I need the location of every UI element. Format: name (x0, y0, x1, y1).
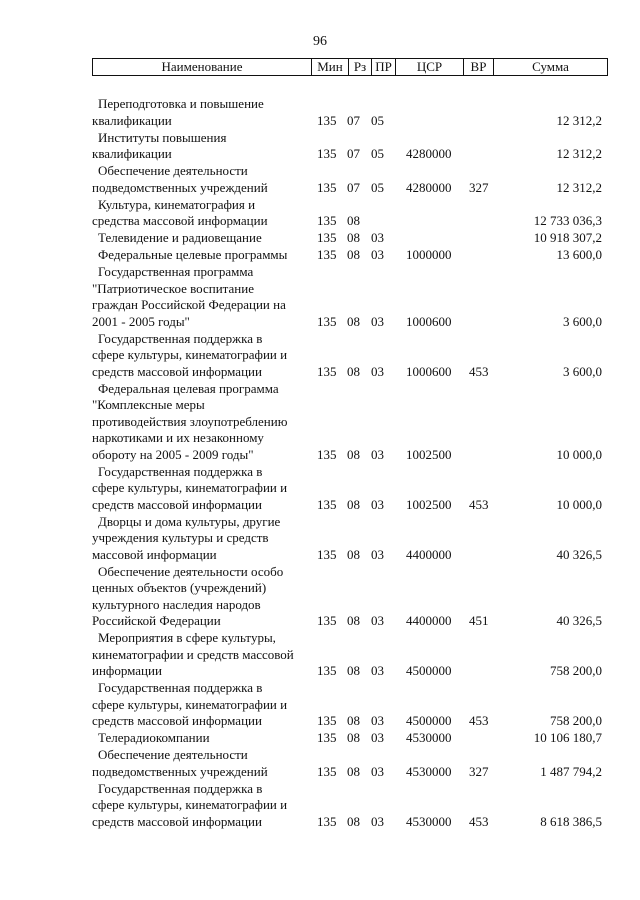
row-vr: 453 (469, 363, 489, 379)
row-pr: 03 (371, 446, 384, 462)
table-header (92, 58, 608, 76)
row-sum: 8 618 386,5 (540, 813, 602, 829)
row-name-line: Государственная поддержка в (98, 780, 263, 796)
row-sum: 758 200,0 (550, 663, 602, 678)
header-pr: ПР (372, 59, 396, 75)
row-csr: 4280000 (406, 179, 452, 195)
row-codes (0, 497, 640, 514)
table-row (0, 247, 640, 264)
table-row (0, 163, 640, 196)
row-pr: 03 (371, 313, 384, 329)
row-name-line: Федеральная целевая программа (98, 380, 279, 396)
row-rz: 08 (347, 730, 360, 745)
row-codes (0, 247, 640, 264)
row-vr: 453 (469, 713, 489, 728)
row-name-line: граждан Российской Федерации на (92, 297, 286, 312)
row-csr: 1000000 (406, 247, 452, 262)
row-name-line: подведомственных учреждений (92, 179, 268, 195)
row-vr: 327 (469, 763, 489, 779)
row-rz: 08 (347, 763, 360, 779)
page-number: 96 (313, 34, 327, 49)
row-name-line: Дворцы и дома культуры, другие (98, 513, 281, 529)
row-vr: 451 (469, 613, 489, 628)
row-name-line: средств массовой информации (92, 813, 262, 829)
row-rz: 08 (347, 496, 360, 512)
table-row (0, 264, 640, 330)
row-name-line: Федеральные целевые программы (98, 247, 288, 262)
row-min: 135 (317, 496, 337, 512)
row-name-line: противодействия злоупотреблению (92, 413, 288, 429)
header-vr: ВР (464, 59, 494, 75)
header-name: Наименование (93, 59, 312, 75)
row-name-line: Российской Федерации (92, 613, 221, 628)
table-row (0, 514, 640, 564)
row-min: 135 (317, 663, 337, 678)
table-row (0, 781, 640, 831)
row-pr: 03 (371, 230, 384, 245)
row-name-line: Телевидение и радиовещание (98, 230, 262, 245)
row-rz: 08 (347, 313, 360, 329)
row-rz: 08 (347, 663, 360, 678)
row-sum: 12 312,2 (556, 112, 602, 128)
row-name-line: 2001 - 2005 годы" (92, 313, 190, 329)
row-min: 135 (317, 813, 337, 829)
row-vr: 327 (469, 179, 489, 195)
table-row (0, 130, 640, 163)
row-min: 135 (317, 179, 337, 195)
row-rz: 08 (347, 247, 360, 262)
row-sum: 758 200,0 (550, 713, 602, 728)
row-csr: 4530000 (406, 730, 452, 745)
row-name-line: "Патриотическое воспитание (92, 280, 254, 296)
row-rz: 07 (347, 146, 360, 161)
row-min: 135 (317, 446, 337, 462)
row-codes (0, 113, 640, 130)
row-name-line: Обеспечение деятельности (98, 747, 248, 762)
row-min: 135 (317, 713, 337, 728)
row-csr: 4400000 (406, 546, 452, 562)
row-sum: 10 106 180,7 (533, 730, 602, 745)
row-name-line: кинематографии и средств массовой (92, 646, 294, 662)
header-csr: ЦСР (396, 59, 464, 75)
row-min: 135 (317, 247, 337, 262)
row-csr: 4280000 (406, 146, 452, 161)
row-min: 135 (317, 213, 337, 228)
row-name-line: культурного наследия народов (92, 596, 261, 612)
row-pr: 03 (371, 663, 384, 678)
row-codes (0, 314, 640, 331)
row-codes (0, 713, 640, 730)
row-csr: 1002500 (406, 446, 452, 462)
row-name-line: Государственная поддержка в (98, 680, 263, 695)
row-rz: 08 (347, 813, 360, 829)
row-name-line: средств массовой информации (92, 713, 262, 728)
row-sum: 3 600,0 (563, 313, 602, 329)
row-csr: 4500000 (406, 663, 452, 678)
row-name-line: обороту на 2005 - 2009 годы" (92, 446, 254, 462)
row-codes (0, 364, 640, 381)
row-pr: 05 (371, 179, 384, 195)
header-min: Мин (312, 59, 349, 75)
row-sum: 3 600,0 (563, 363, 602, 379)
row-sum: 12 312,2 (556, 146, 602, 161)
row-pr: 03 (371, 247, 384, 262)
row-codes (0, 547, 640, 564)
row-min: 135 (317, 363, 337, 379)
row-name-line: информации (92, 663, 162, 678)
row-name-line: учреждения культуры и средств (92, 530, 269, 545)
row-name-line: Телерадиокомпании (98, 730, 210, 745)
table-row (0, 331, 640, 381)
row-csr: 1000600 (406, 313, 452, 329)
row-name-line: массовой информации (92, 546, 217, 562)
row-name-line: Институты повышения (98, 129, 227, 145)
row-csr: 4530000 (406, 813, 452, 829)
row-codes (0, 730, 640, 747)
row-codes (0, 180, 640, 197)
row-pr: 03 (371, 613, 384, 628)
row-name-line: Обеспечение деятельности особо (98, 563, 284, 579)
row-name-line: наркотиками и их незаконному (92, 430, 264, 445)
row-name-line: сфере культуры, кинематографии и (92, 797, 288, 812)
row-sum: 12 312,2 (556, 179, 602, 195)
row-name-line: средств массовой информации (92, 496, 262, 512)
row-codes (0, 613, 640, 630)
row-min: 135 (317, 763, 337, 779)
row-pr: 03 (371, 813, 384, 829)
table-row (0, 564, 640, 630)
row-pr: 03 (371, 763, 384, 779)
row-rz: 07 (347, 112, 360, 128)
row-rz: 08 (347, 613, 360, 628)
row-name-line: Государственная программа (98, 264, 254, 279)
row-csr: 4530000 (406, 763, 452, 779)
row-pr: 03 (371, 713, 384, 728)
row-rz: 08 (347, 213, 360, 228)
table-row (0, 630, 640, 680)
row-codes (0, 764, 640, 781)
row-csr: 4500000 (406, 713, 452, 728)
row-sum: 13 600,0 (556, 247, 602, 262)
row-codes (0, 213, 640, 230)
row-pr: 05 (371, 146, 384, 161)
row-pr: 03 (371, 496, 384, 512)
row-min: 135 (317, 730, 337, 745)
row-rz: 08 (347, 546, 360, 562)
row-name-line: "Комплексные меры (92, 397, 205, 412)
row-vr: 453 (469, 496, 489, 512)
row-vr: 453 (469, 813, 489, 829)
row-name-line: сфере культуры, кинематографии и (92, 347, 288, 362)
table-row (0, 230, 640, 247)
table-row (0, 747, 640, 780)
table-row (0, 381, 640, 464)
row-sum: 40 326,5 (556, 546, 602, 562)
row-name-line: Переподготовка и повышение (98, 96, 264, 111)
row-csr: 1002500 (406, 496, 452, 512)
row-name-line: квалификации (92, 146, 172, 161)
row-codes (0, 814, 640, 831)
row-min: 135 (317, 112, 337, 128)
row-name-line: Мероприятия в сфере культуры, (98, 630, 276, 645)
row-name-line: ценных объектов (учреждений) (92, 580, 267, 595)
row-codes (0, 146, 640, 163)
row-pr: 03 (371, 546, 384, 562)
table-row (0, 96, 640, 129)
row-rz: 08 (347, 713, 360, 728)
row-pr: 03 (371, 730, 384, 745)
row-codes (0, 230, 640, 247)
table-row (0, 197, 640, 230)
row-csr: 4400000 (406, 613, 452, 628)
row-sum: 10 000,0 (556, 496, 602, 512)
table-body (0, 96, 640, 831)
row-csr: 1000600 (406, 363, 452, 379)
row-codes (0, 447, 640, 464)
row-rz: 07 (347, 179, 360, 195)
row-min: 135 (317, 313, 337, 329)
table-row (0, 680, 640, 730)
table-row (0, 464, 640, 514)
header-sum: Сумма (532, 59, 569, 74)
row-name-line: Обеспечение деятельности (98, 163, 248, 178)
row-name-line: сфере культуры, кинематографии и (92, 480, 288, 495)
row-name-line: средств массовой информации (92, 363, 262, 379)
row-codes (0, 663, 640, 680)
row-name-line: Государственная поддержка в (98, 463, 263, 479)
row-sum: 10 000,0 (556, 446, 602, 462)
row-pr: 03 (371, 363, 384, 379)
row-min: 135 (317, 146, 337, 161)
row-sum: 1 487 794,2 (540, 763, 602, 779)
row-rz: 08 (347, 363, 360, 379)
row-min: 135 (317, 230, 337, 245)
row-min: 135 (317, 546, 337, 562)
row-name-line: квалификации (92, 112, 172, 128)
row-name-line: Государственная поддержка в (98, 330, 263, 346)
table-row (0, 730, 640, 747)
row-min: 135 (317, 613, 337, 628)
row-name-line: сфере культуры, кинематографии и (92, 696, 288, 712)
header-rz: Рз (349, 59, 372, 75)
row-sum: 10 918 307,2 (533, 230, 602, 245)
row-name-line: средства массовой информации (92, 213, 268, 228)
row-sum: 12 733 036,3 (533, 213, 602, 228)
row-sum: 40 326,5 (556, 613, 602, 628)
row-rz: 08 (347, 230, 360, 245)
row-pr: 05 (371, 112, 384, 128)
row-name-line: Культура, кинематография и (98, 196, 256, 212)
row-gap (0, 830, 640, 831)
row-rz: 08 (347, 446, 360, 462)
row-name-line: подведомственных учреждений (92, 763, 268, 779)
